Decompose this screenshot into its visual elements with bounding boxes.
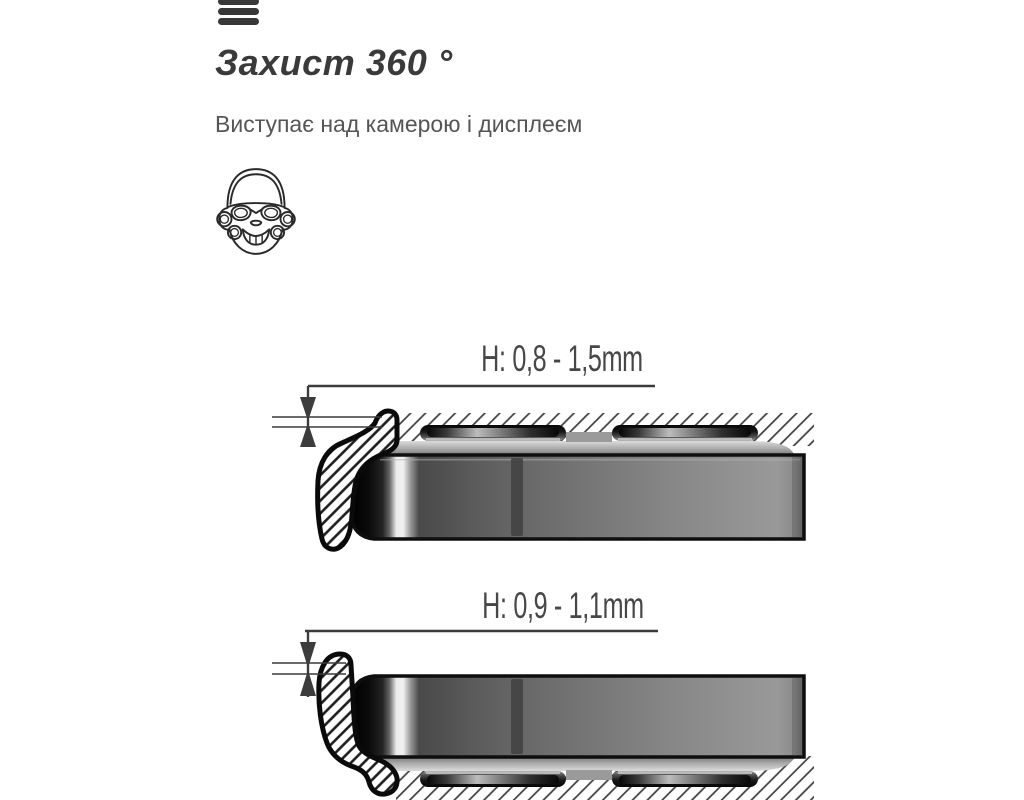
- dimension-label-display: H: 0,9 - 1,1mm: [482, 585, 644, 626]
- phone-body-section: [351, 455, 804, 539]
- hamburger-bar: [218, 8, 259, 15]
- camera-lens: [420, 425, 566, 441]
- lens-connector: [566, 770, 612, 780]
- stormtrooper-helmet-logo-icon: [214, 163, 298, 260]
- antenna-band: [511, 679, 523, 754]
- page-subtitle: Виступає над камерою і дисплеєм: [215, 111, 583, 137]
- hamburger-bar: [218, 0, 259, 5]
- camera-lens: [612, 771, 758, 787]
- dimension-label-camera: H: 0,8 - 1,5mm: [481, 338, 643, 379]
- camera-lens: [420, 771, 566, 787]
- body-cut-shadow: [792, 457, 804, 537]
- diagram-camera-side: [272, 386, 814, 549]
- phone-body-section: [351, 676, 804, 757]
- page-title: Захист 360 °: [215, 42, 453, 83]
- phone-top-rim-highlight: [380, 459, 800, 461]
- lens-connector: [566, 432, 612, 442]
- diagram-display-side: [272, 631, 814, 800]
- hamburger-bar: [218, 18, 259, 25]
- body-cut-shadow: [792, 678, 804, 755]
- hamburger-icon: [218, 0, 259, 27]
- camera-lens: [612, 425, 758, 441]
- antenna-band: [511, 458, 523, 536]
